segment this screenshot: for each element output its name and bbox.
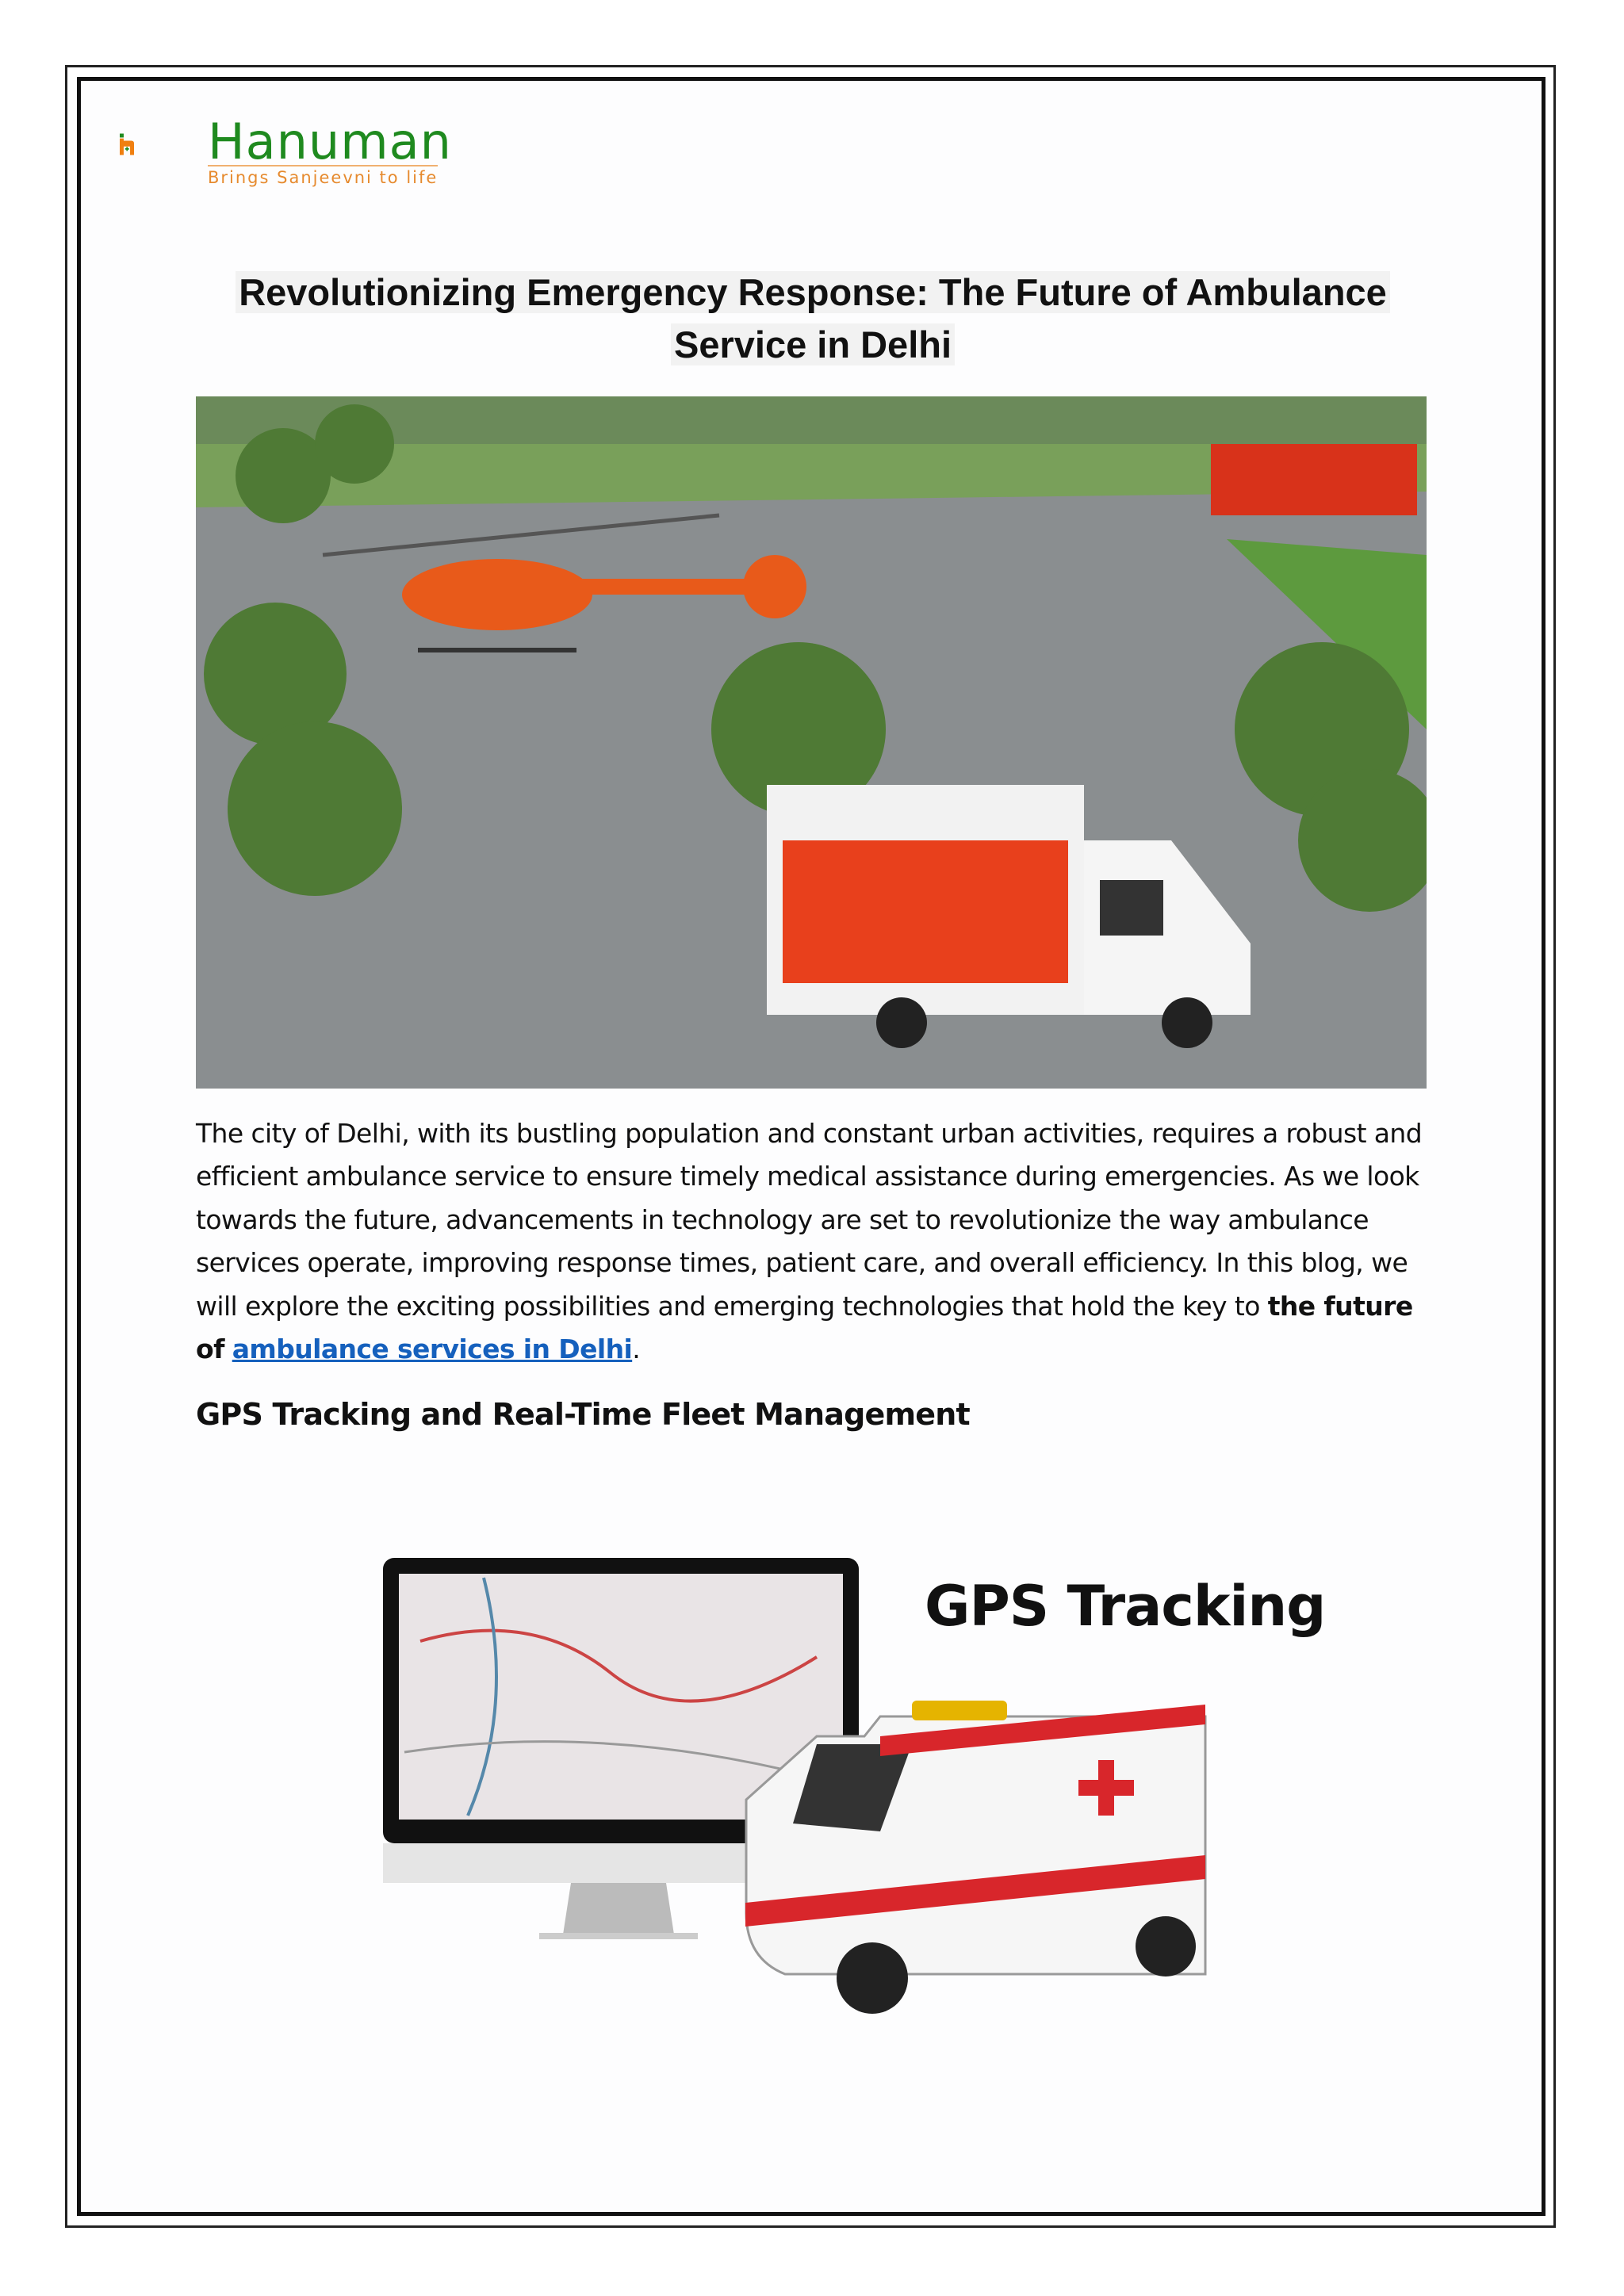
intro-paragraph	[196, 1112, 1449, 1371]
page-title	[159, 266, 1467, 371]
fire-truck-icon	[1211, 444, 1417, 515]
ambulance-services-link[interactable]: ambulance services in Delhi	[232, 1334, 633, 1365]
emergency-scene-photo	[196, 396, 1427, 1089]
title-line-2: Service in Delhi	[671, 323, 955, 365]
intro-bold: the future of	[196, 1290, 1413, 1365]
section-heading: GPS Tracking and Real-Time Fleet Management	[196, 1397, 970, 1432]
gps-tracking-label: GPS Tracking	[925, 1574, 1326, 1639]
logo-brand: Hanuman	[208, 113, 452, 170]
ambulance-van-icon	[745, 1701, 1205, 2014]
title-line-1: Revolutionizing Emergency Response: The Future of Ambulance	[236, 271, 1390, 313]
intro-end: .	[632, 1334, 641, 1365]
logo-tagline: Brings Sanjeevni to life	[208, 165, 438, 187]
hanuman-logo-icon	[120, 97, 191, 192]
intro-text: The city of Delhi, with its bustling population and constant urban activities, requires a robust and efficient ambulance service to ensure timely medical assistance during emergencies. As we look towards the future, advancements in technology are set to revolutionize the way ambulance services operate, improving response times, patient care, and overall efficiency. In this blog, we will explore the exciting possibilities and emerging technologies that hold the key to	[196, 1118, 1423, 1322]
